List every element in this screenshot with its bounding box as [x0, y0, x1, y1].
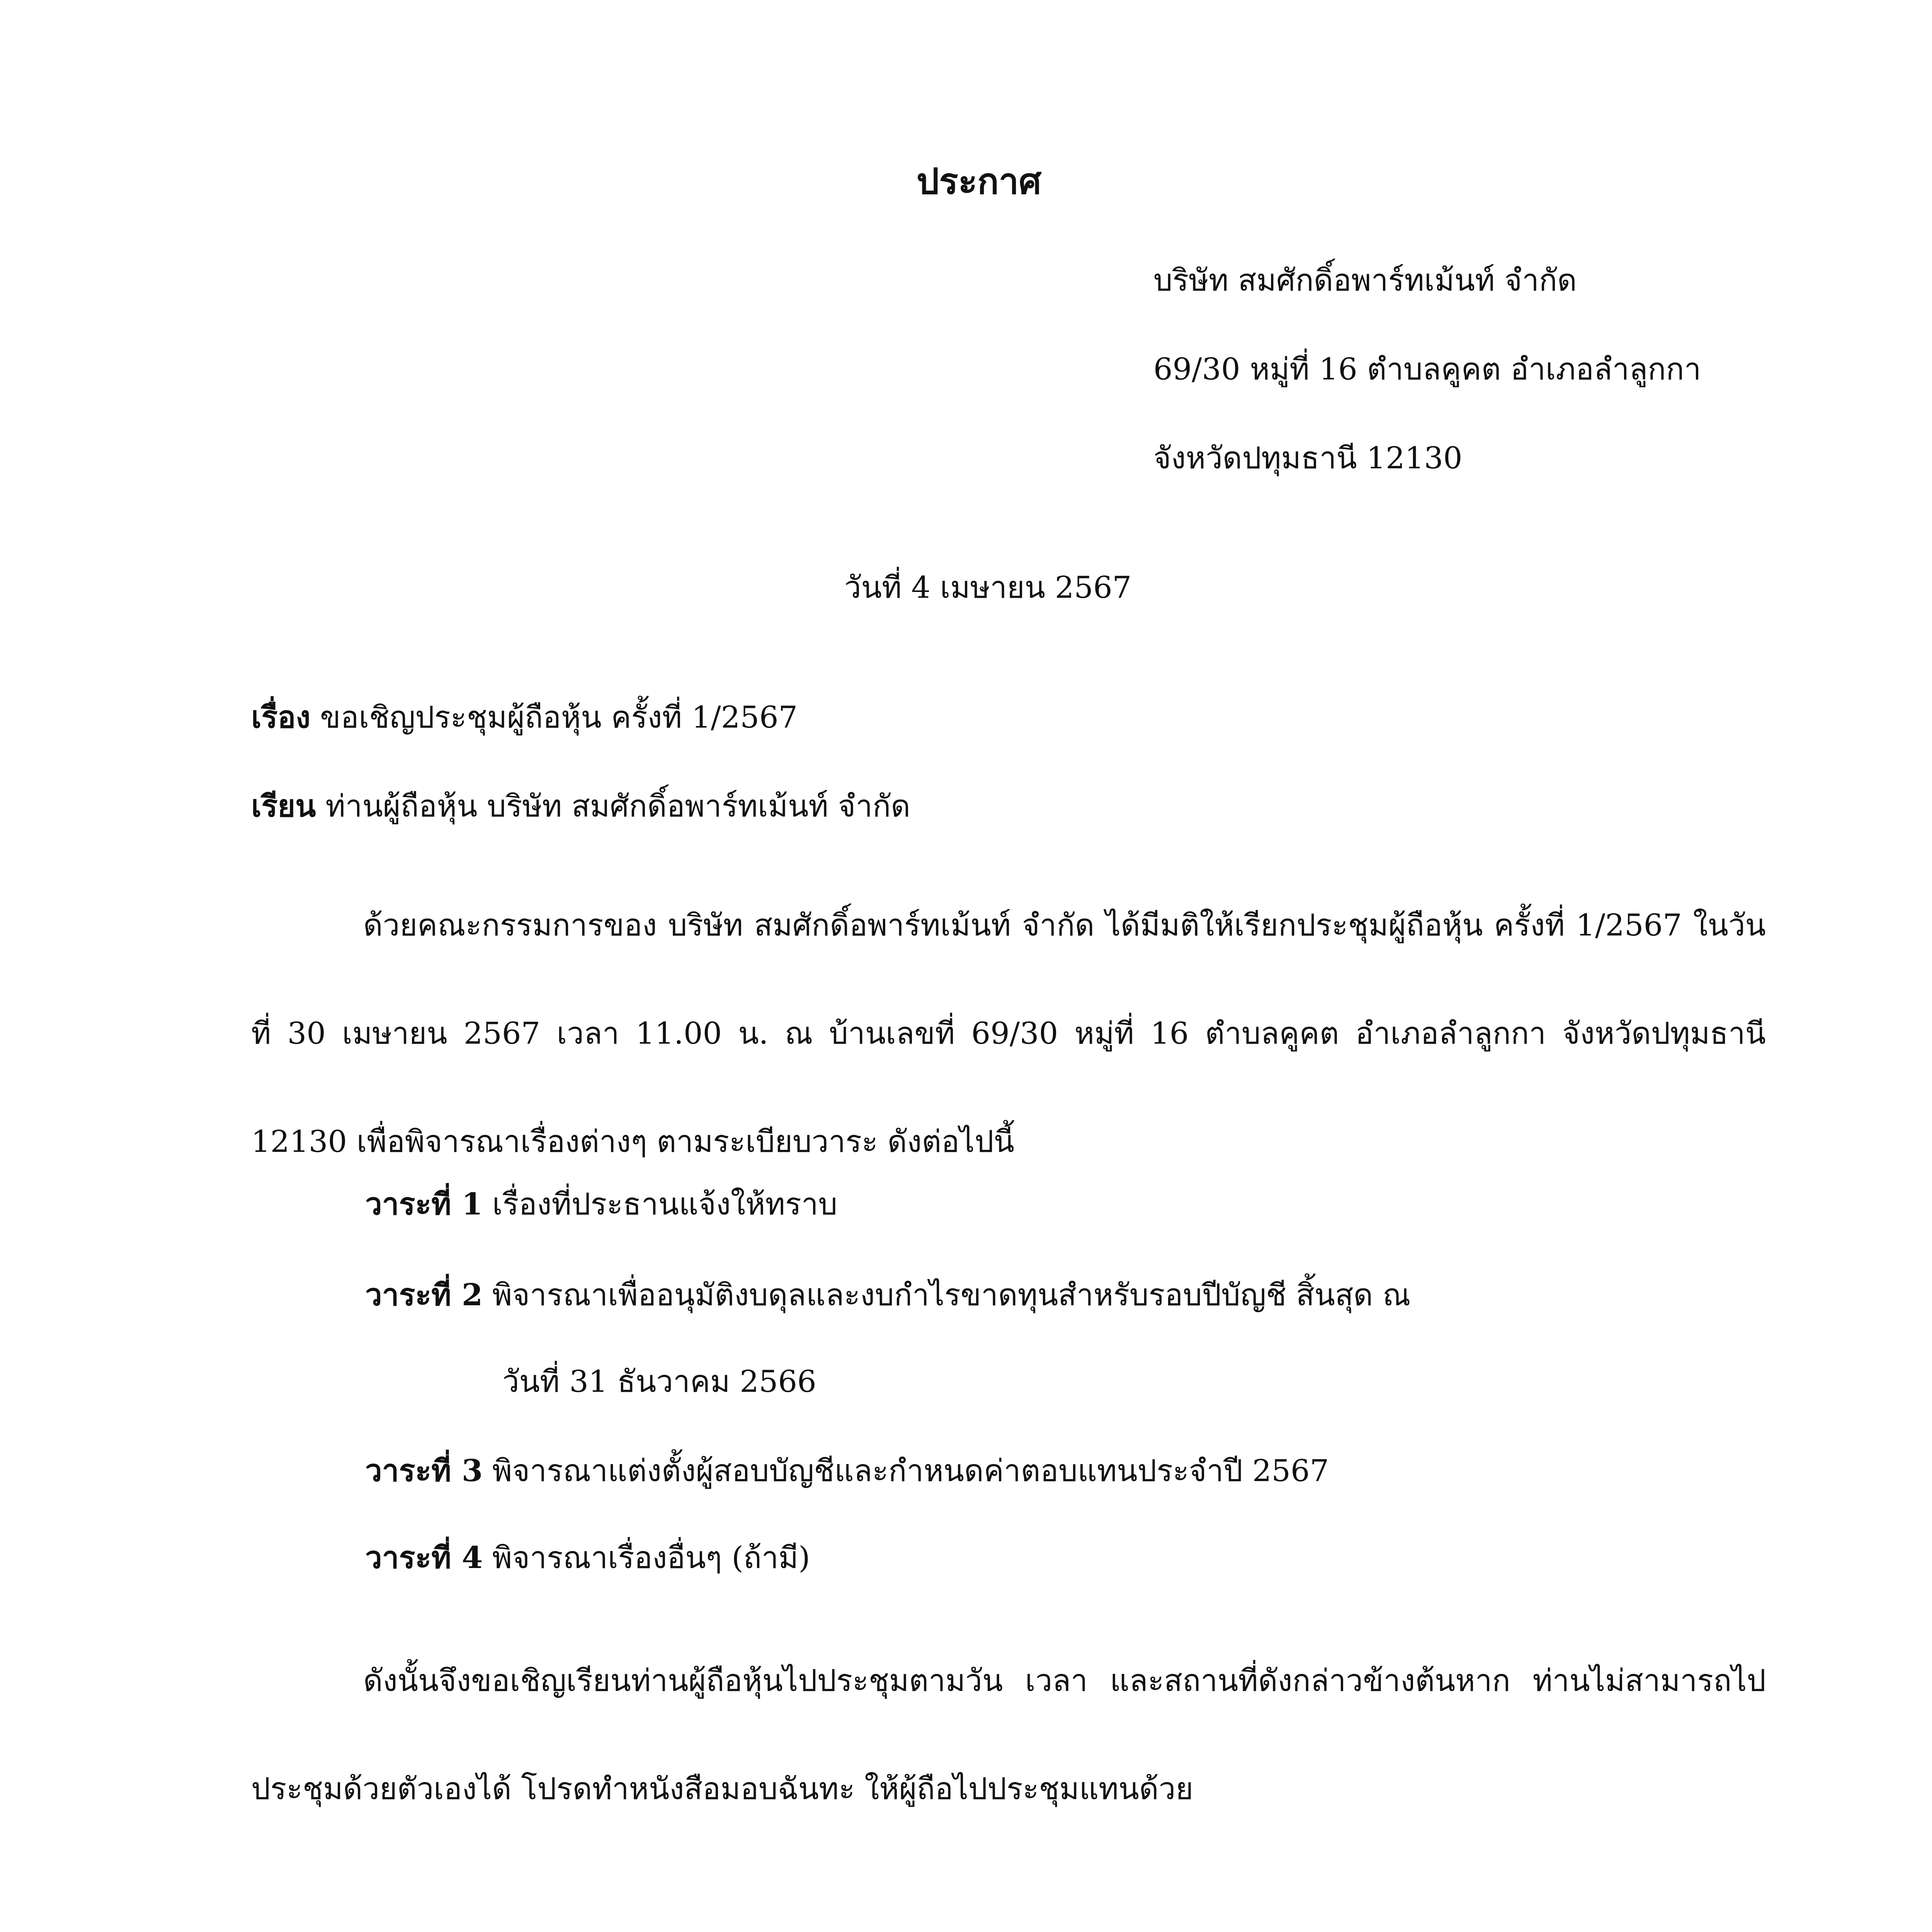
closing-paragraph: ดังนั้นจึงขอเชิญเรียนท่านผู้ถือหุ้นไปประชุมตามวัน เวลา และสถานที่ดังกล่าวข้างต้นหาก ท่านไม่สามารถไปประชุมด้วยตัวเองได้ โปรดทำหนังสือมอบฉันทะ ให้ผู้ถือไปประชุมแทนด้วย — [251, 1663, 1766, 1806]
recipient-text: ท่านผู้ถือหุ้น บริษัท สมศักดิ์อพาร์ทเม้นท์ จำกัด — [325, 789, 911, 824]
agenda-item-label: วาระที่ 1 — [365, 1187, 483, 1222]
document-date: วันที่ 4 เมษายน 2567 — [844, 570, 1132, 605]
recipient-line — [251, 788, 910, 825]
agenda-item-3 — [365, 1453, 1329, 1490]
agenda-item-label: วาระที่ 4 — [365, 1540, 483, 1575]
agenda-item-2 — [365, 1277, 1410, 1314]
agenda-item-label: วาระที่ 2 — [365, 1277, 483, 1313]
agenda-item-label: วาระที่ 3 — [365, 1453, 483, 1488]
recipient-label: เรียน — [251, 789, 316, 824]
agenda-item-4 — [365, 1540, 810, 1577]
agenda-item-text: เรื่องที่ประธานแจ้งให้ทราบ — [492, 1187, 838, 1222]
subject-text: ขอเชิญประชุมผู้ถือหุ้น ครั้งที่ 1/2567 — [320, 700, 798, 735]
company-address-line1: 69/30 หมู่ที่ 16 ตำบลคูคต อำเภอลำลูกกา — [1153, 352, 1701, 387]
agenda-item-1 — [365, 1186, 837, 1223]
subject-line — [251, 699, 798, 736]
agenda-item-text: พิจารณาเพื่ออนุมัติงบดุลและงบกำไรขาดทุนสำหรับรอบปีบัญชี สิ้นสุด ณ — [492, 1278, 1411, 1313]
agenda-item-text: พิจารณาเรื่องอื่นๆ (ถ้ามี) — [492, 1541, 810, 1575]
intro-paragraph: ด้วยคณะกรรมการของ บริษัท สมศักดิ์อพาร์ทเม้นท์ จำกัด ได้มีมติให้เรียกประชุมผู้ถือหุ้น ครั้งที่ 1/2567 ในวันที่ 30 เมษายน 2567 เวลา 11.00 น. ณ บ้านเลขที่ 69/30 หมู่ที่ 16 ตำบลคูคต อำเภอลำลูกกา จังหวัดปทุมธานี 12130 เพื่อพิจารณาเรื่องต่างๆ ตามระเบียบวาระ ดังต่อไปนี้ — [251, 908, 1766, 1159]
agenda-item-text: พิจารณาแต่งตั้งผู้สอบบัญชีและกำหนดค่าตอบแทนประจำปี 2567 — [492, 1454, 1329, 1488]
company-name: บริษัท สมศักดิ์อพาร์ทเม้นท์ จำกัด — [1153, 263, 1577, 298]
company-address-line2: จังหวัดปทุมธานี 12130 — [1153, 441, 1463, 476]
subject-label: เรื่อง — [251, 700, 311, 735]
agenda-item-2-continuation: วันที่ 31 ธันวาคม 2566 — [502, 1364, 816, 1399]
document-title: ประกาศ — [917, 160, 1041, 202]
